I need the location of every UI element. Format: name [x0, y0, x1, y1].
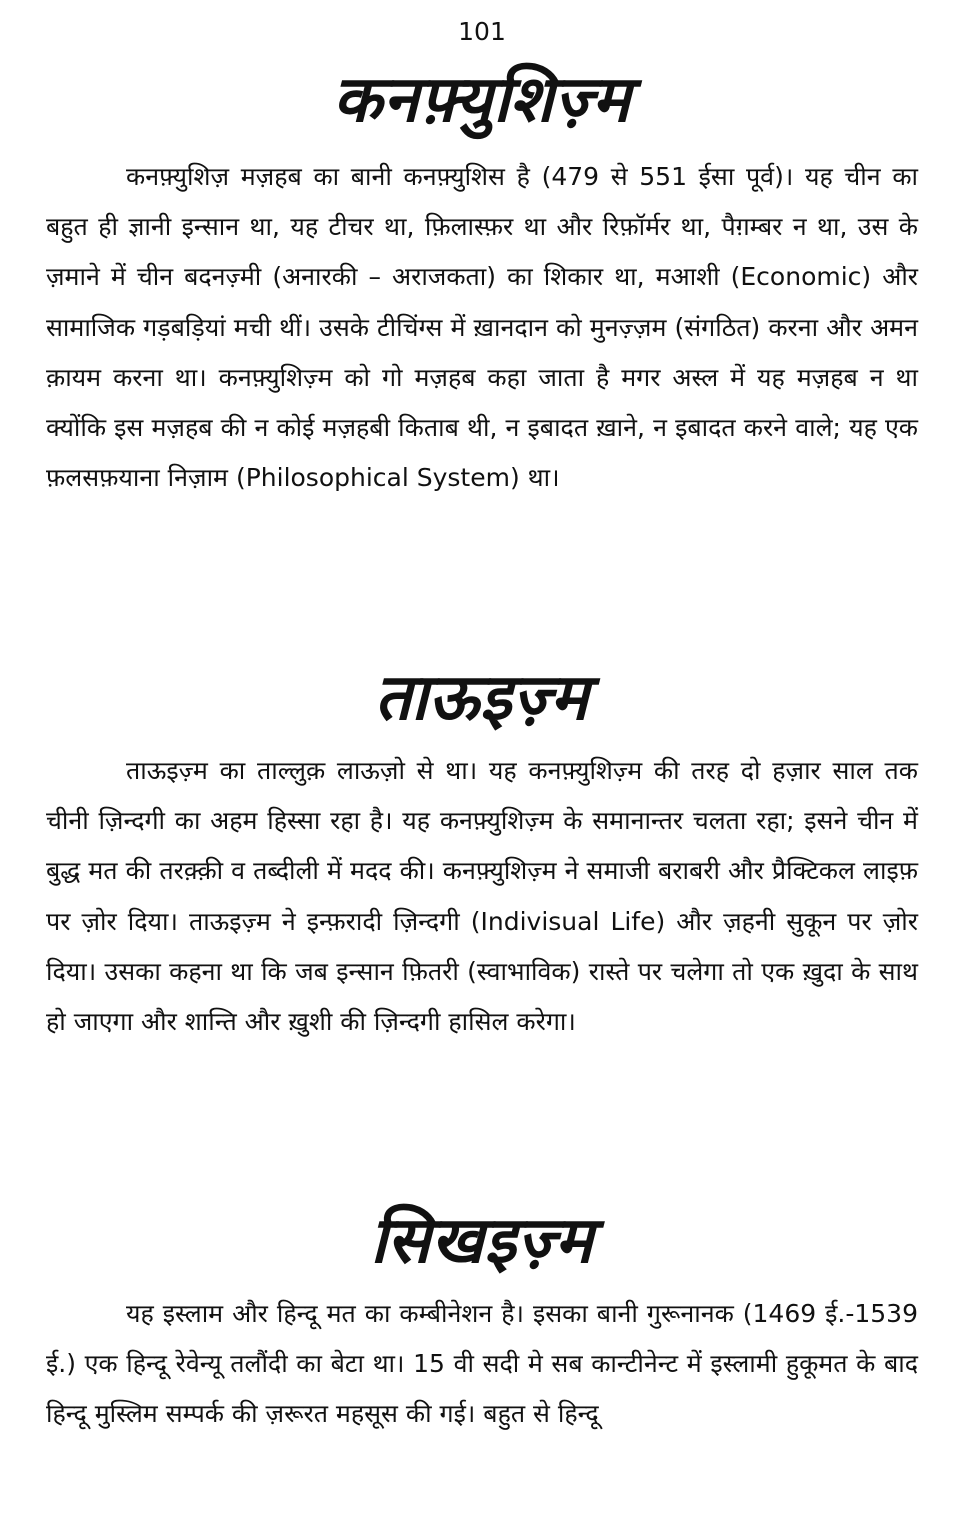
- heading-taoism: ताऊइज़्म: [374, 660, 590, 735]
- heading-sikhism: सिखइज़्म: [370, 1203, 594, 1278]
- paragraph-confucianism: कनफ़्युशिज़ मज़हब का बानी कनफ़्युशिस है (479 से 551 ईसा पूर्व)। यह चीन का बहुत ही ज्ञानी इन्सान था, यह टीचर था, फ़िलास्फ़र था और रिफ़ॉर्मर था, पैग़म्बर न था, उस के ज़माने में चीन बदनज़्मी (अनारकी – अराजकता) का शिकार था, मआशी (Economic) और सामाजिक गड़बड़ियां मची थीं। उसके टीचिंग्स में ख़ानदान को मुनज़्ज़म (संगठित) करना और अमन क़ायम करना था। कनफ़्युशिज़्म को गो मज़हब कहा जाता है मगर अस्ल में यह मज़हब न था क्योंकि इस मज़हब की न कोई मज़हबी किताब थी, न इबादत ख़ाने, न इबादत करने वाले; यह एक फ़लसफ़याना निज़ाम (Philosophical System) था।: [46, 162, 918, 493]
- heading-confucianism: कनफ़्युशिज़्म: [332, 62, 632, 137]
- page-number: 101: [458, 17, 506, 46]
- paragraph-taoism: ताऊइज़्म का ताल्लुक़ लाऊज़ो से था। यह कनफ़्युशिज़्म की तरह दो हज़ार साल तक चीनी ज़िन्दगी का अहम हिस्सा रहा है। यह कनफ़्युशिज़्म के समानान्तर चलता रहा; इसने चीन में बुद्ध मत की तरक़्क़ी व तब्दीली में मदद की। कनफ़्युशिज़्म ने समाजी बराबरी और प्रैक्टिकल लाइफ़ पर ज़ोर दिया। ताऊइज़्म ने इन्फ़रादी ज़िन्दगी (Indivisual Life) और ज़हनी सुकून पर ज़ोर दिया। उसका कहना था कि जब इन्सान फ़ितरी (स्वाभाविक) रास्ते पर चलेगा तो एक ख़ुदा के साथ हो जाएगा और शान्ति और ख़ुशी की ज़िन्दगी हासिल करेगा।: [46, 756, 918, 1037]
- paragraph-sikhism: यह इस्लाम और हिन्दू मत का कम्बीनेशन है। इसका बानी गुरूनानक (1469 ई.-1539 ई.) एक हिन्दू रेवेन्यू तलौंदी का बेटा था। 15 वी सदी मे सब कान्टीनेन्ट में इस्लामी हुकूमत के बाद हिन्दू मुस्लिम सम्पर्क की ज़रूरत महसूस की गई। बहुत से हिन्दू: [46, 1299, 918, 1429]
